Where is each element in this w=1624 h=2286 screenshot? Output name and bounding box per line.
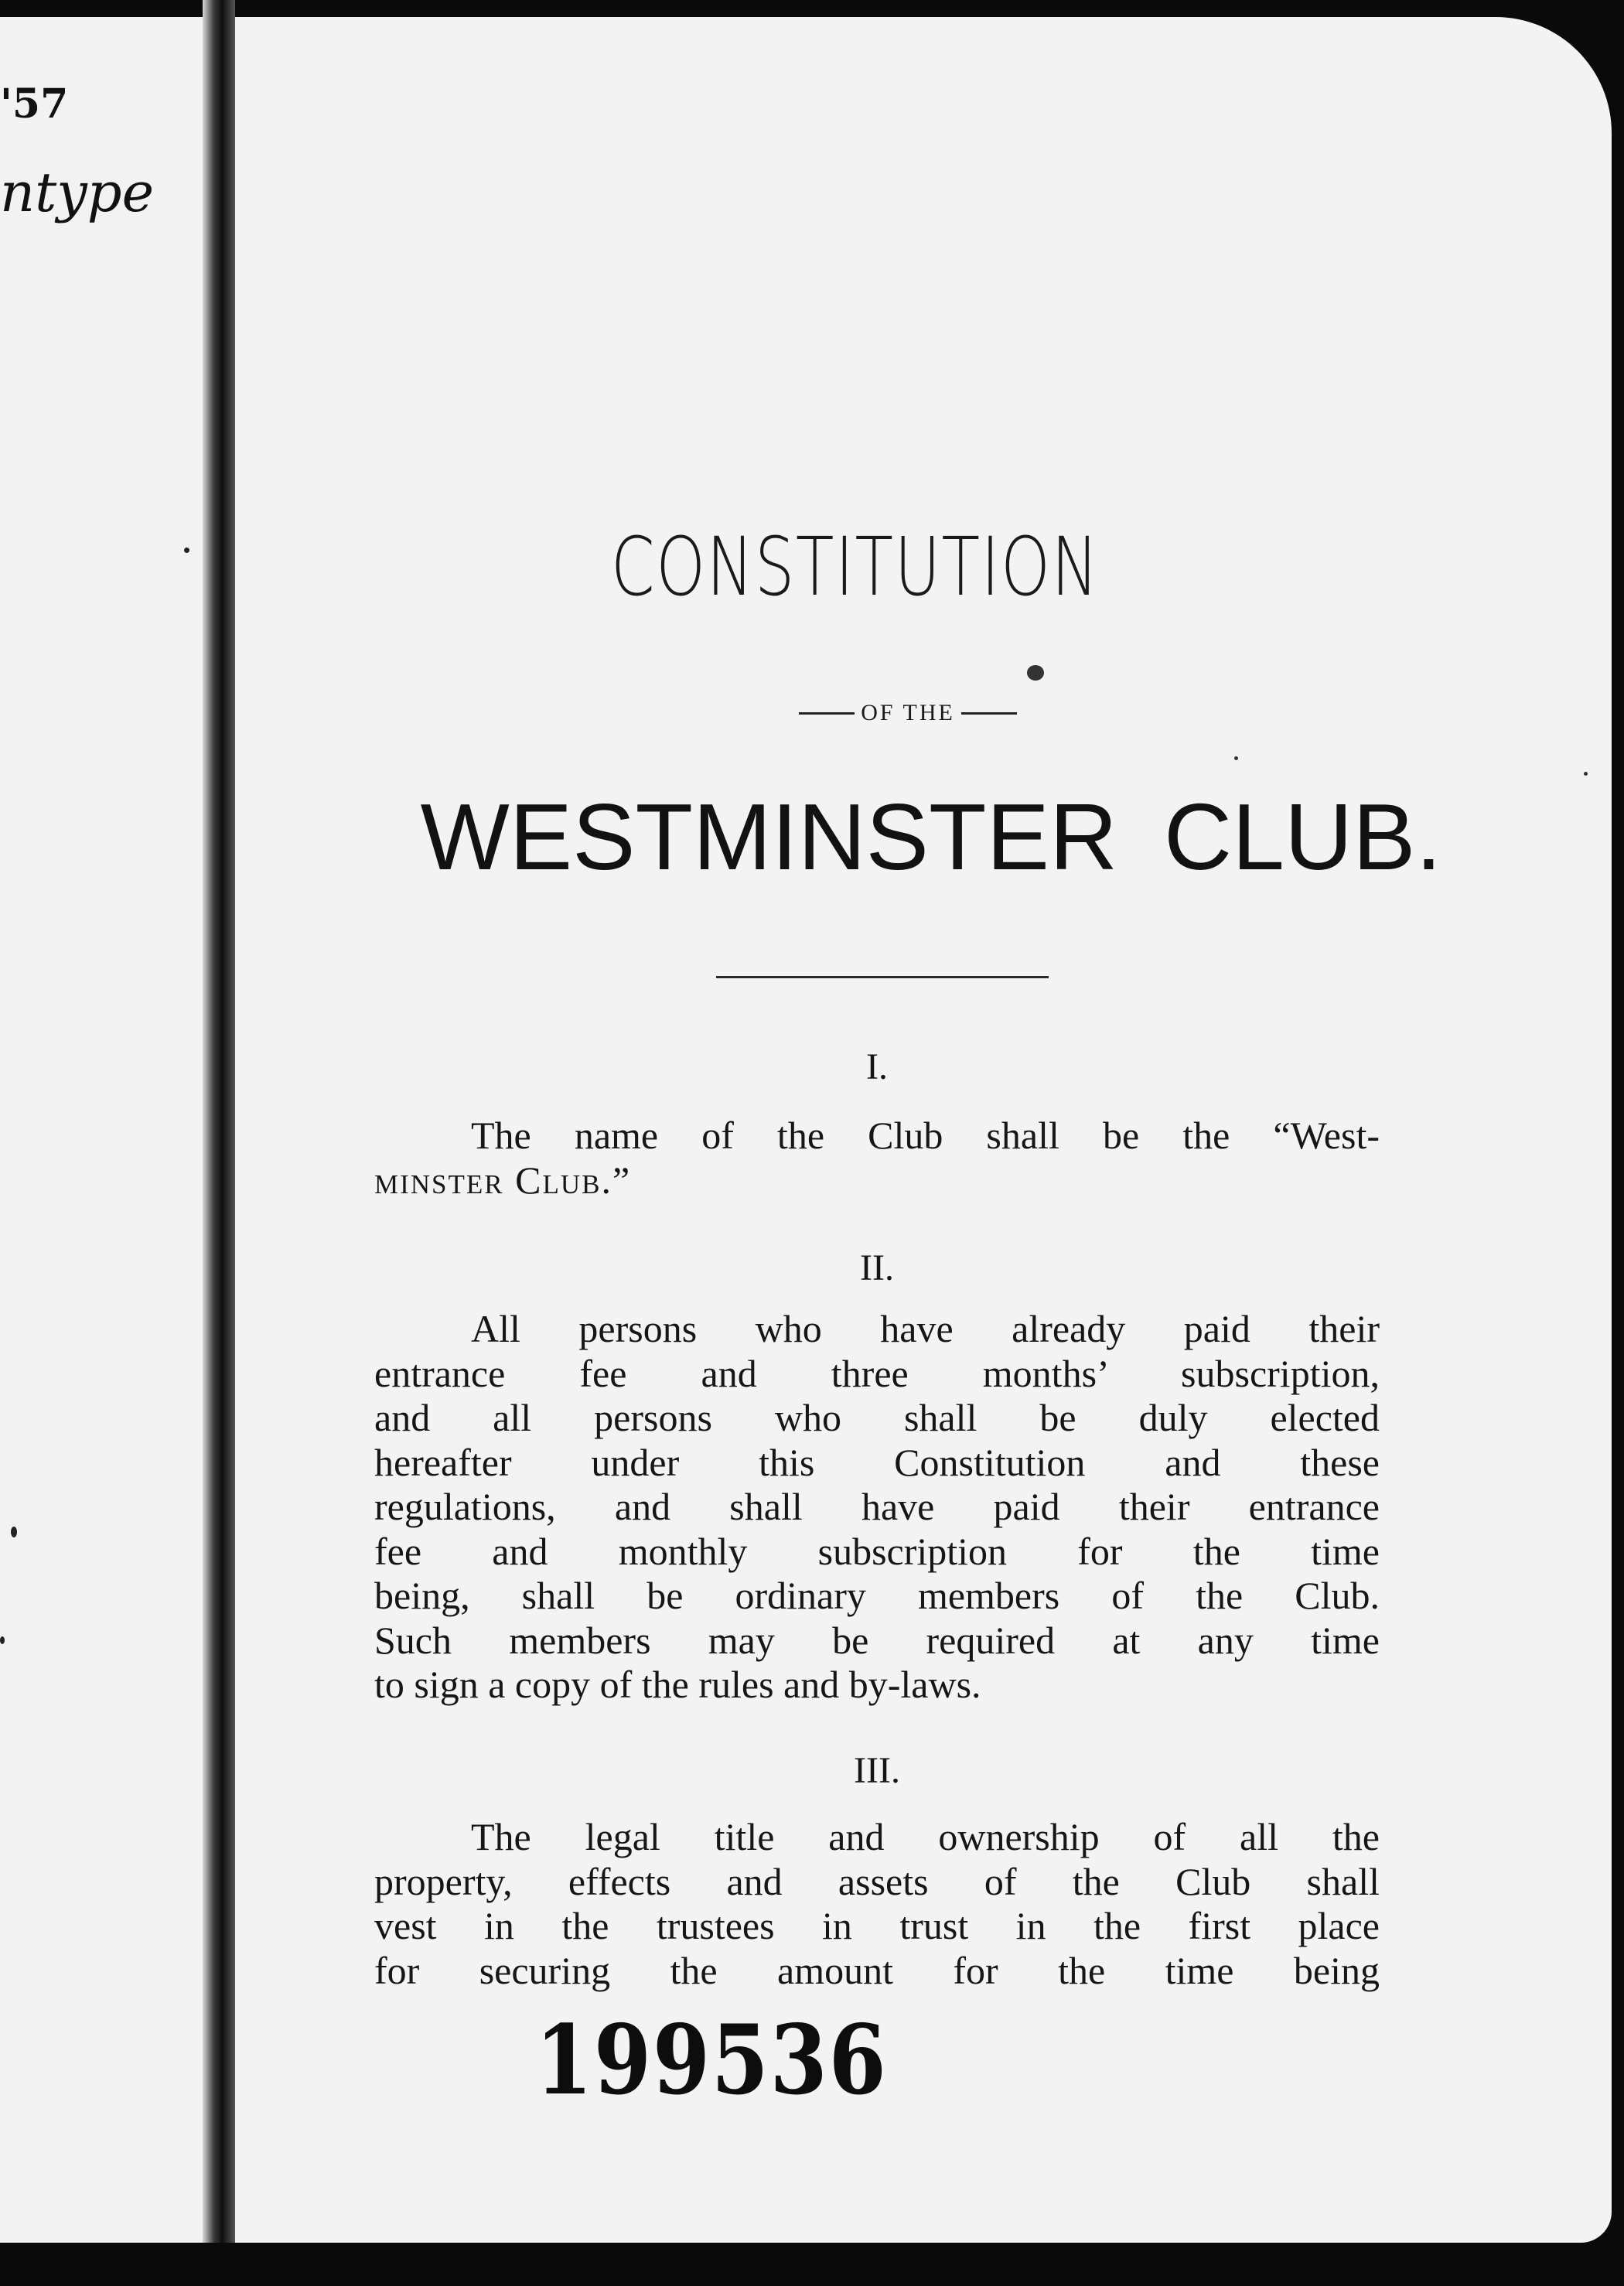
margin-handwritten-number: '57: [0, 80, 69, 128]
section-1-line: The name of the Club shall be the “West-: [471, 1114, 1380, 1157]
ink-blot: [1027, 665, 1044, 681]
main-page: [235, 17, 1612, 2243]
section-2-line: and all persons who shall be duly elected: [374, 1396, 1380, 1439]
section-2-line: regulations, and shall have paid their entrance: [374, 1485, 1380, 1528]
section-text-2: [374, 1307, 1380, 1708]
section-text-1: [374, 1114, 1380, 1203]
ink-speck: [1234, 756, 1238, 760]
section-2-line: Such members may be required at any time: [374, 1618, 1380, 1662]
section-number-1: I.: [866, 1046, 888, 1087]
ink-speck: [11, 1527, 17, 1537]
connector-dash-right: [961, 712, 1017, 715]
section-2-line: hereafter under this Constitution and these: [374, 1440, 1380, 1484]
stamped-accession-number: 199536: [535, 2005, 888, 2117]
binding-gutter: [203, 0, 235, 2286]
section-2-line: being, shall be ordinary members of the Club.: [374, 1574, 1380, 1617]
section-2-line: fee and monthly subscription for the time: [374, 1529, 1380, 1573]
connector-text: OF THE: [861, 700, 955, 725]
section-text-3: [374, 1815, 1380, 1993]
section-number-3: III.: [854, 1750, 900, 1791]
section-1-line: minster Club.”: [374, 1158, 632, 1202]
section-3-line: The legal title and ownership of all the: [471, 1815, 1380, 1858]
section-2-line: to sign a copy of the rules and by-laws.: [374, 1663, 981, 1706]
club-name-word-1: WESTMINSTER: [420, 784, 1118, 889]
section-2-line: entrance fee and three months’ subscription,: [374, 1351, 1380, 1395]
section-number-2: II.: [860, 1247, 894, 1288]
connector-dash-left: [799, 712, 855, 715]
ink-speck: [0, 1636, 5, 1644]
title-divider-rule: [716, 976, 1049, 978]
club-name-word-2: CLUB.: [1164, 784, 1442, 889]
section-3-line: vest in the trustees in trust in the first place: [374, 1904, 1380, 1947]
ink-speck: [1584, 772, 1588, 776]
section-3-line: for securing the amount for the time being: [374, 1948, 1380, 1992]
section-3-line: property, effects and assets of the Club shall: [374, 1859, 1380, 1903]
heading-connector: [745, 698, 1070, 728]
scan-bottom-edge: [0, 2243, 1624, 2286]
adjacent-left-page: [0, 17, 224, 2244]
document-heading: CONSTITUTION: [611, 520, 1100, 614]
section-2-line: All persons who have already paid their: [471, 1307, 1380, 1350]
club-name-title: [390, 783, 1472, 891]
margin-handwritten-word: ntype: [0, 161, 154, 224]
ink-speck: [184, 548, 189, 553]
